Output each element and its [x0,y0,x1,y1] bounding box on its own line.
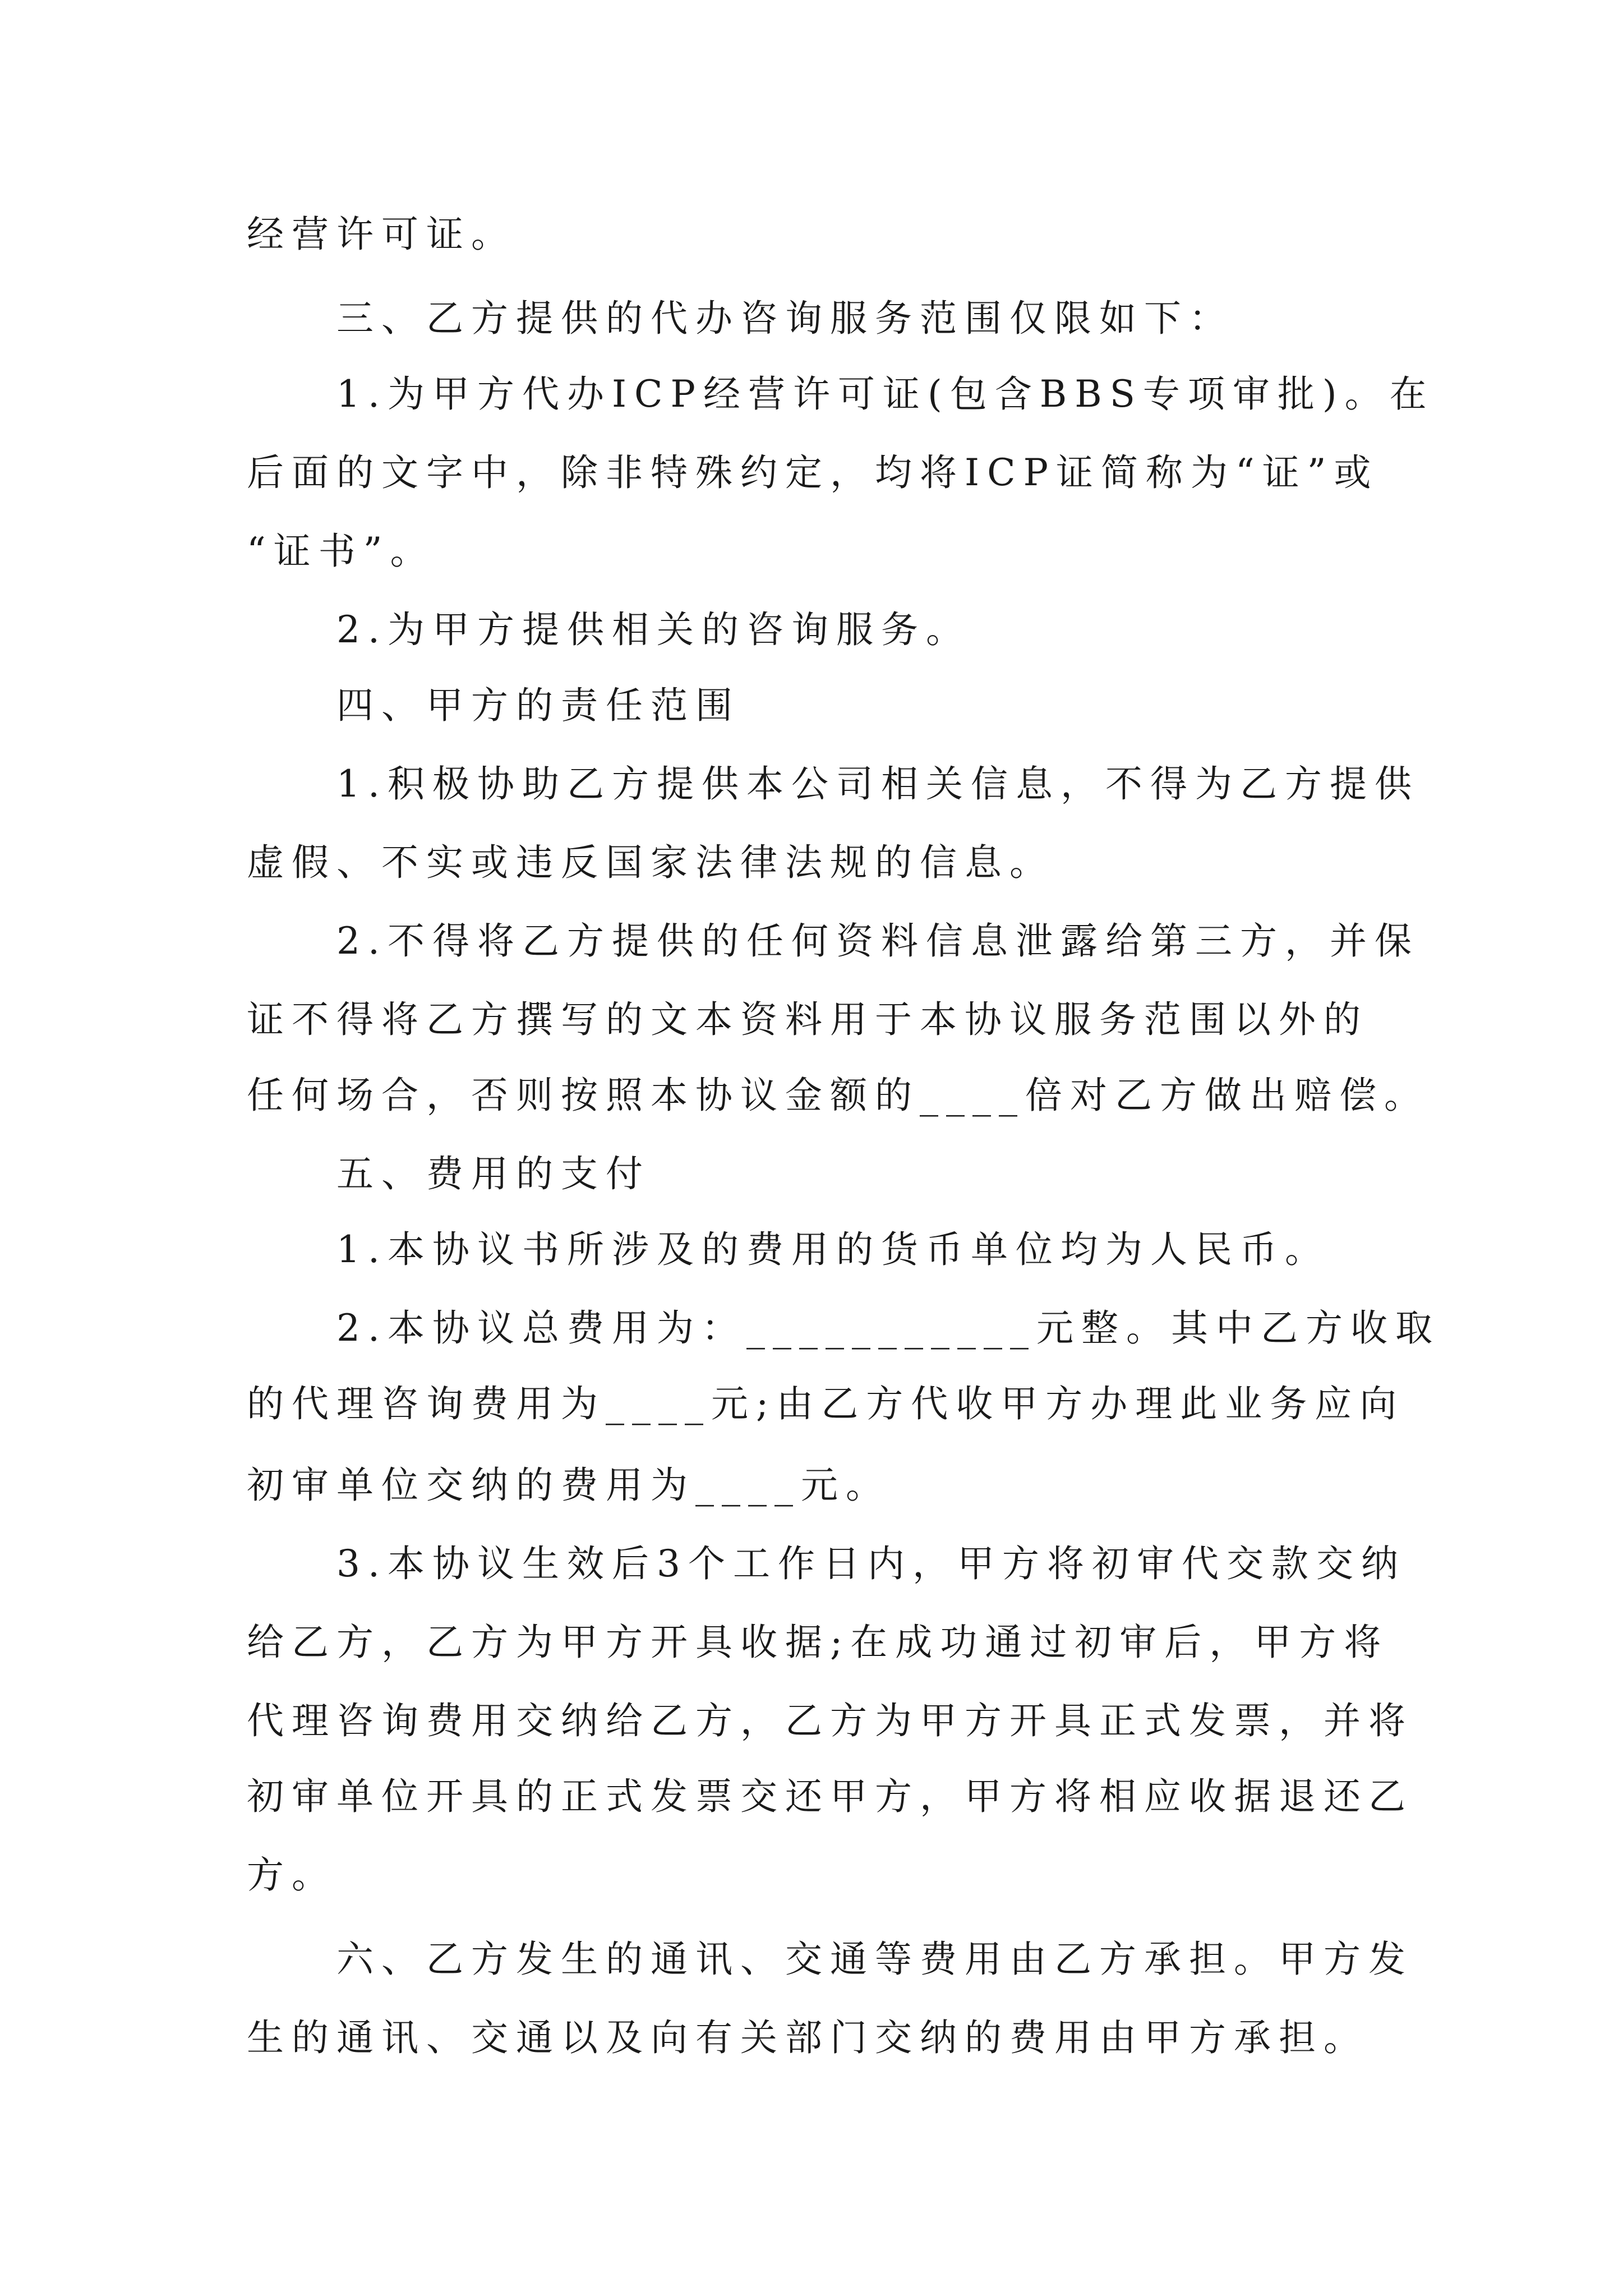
paragraph-line: 1.为甲方代办ICP经营许可证(包含BBS专项审批)。在 [336,372,1435,416]
paragraph-line: 任何场合，否则按照本协议金额的____倍对乙方做出赔偿。 [247,1074,1429,1117]
paragraph-line: 证不得将乙方撰写的文本资料用于本协议服务范围以外的 [247,998,1368,1041]
section-heading: 三、乙方提供的代办咨询服务范围仅限如下： [336,297,1234,340]
paragraph-line: 初审单位交纳的费用为____元。 [247,1464,891,1507]
paragraph-line: 后面的文字中，除非特殊约定，均将ICP证简称为“证”或 [247,451,1379,494]
paragraph-line: 初审单位开具的正式发票交还甲方，甲方将相应收据退还乙 [247,1775,1413,1818]
section-heading: 四、甲方的责任范围 [336,684,740,727]
paragraph-line: 给乙方，乙方为甲方开具收据;在成功通过初审后，甲方将 [247,1621,1389,1664]
paragraph-line: 生的通讯、交通以及向有关部门交纳的费用由甲方承担。 [247,2016,1368,2059]
paragraph-line: 2.本协议总费用为：___________元整。其中乙方收取 [336,1306,1440,1350]
section-heading: 六、乙方发生的通讯、交通等费用由乙方承担。甲方发 [336,1938,1413,1981]
paragraph-line: 虚假、不实或违反国家法律法规的信息。 [247,841,1054,884]
paragraph-line: 1.积极协助乙方提供本公司相关信息，不得为乙方提供 [336,762,1419,806]
paragraph-line: 3.本协议生效后3个工作日内，甲方将初审代交款交纳 [336,1542,1406,1585]
paragraph-line: 代理咨询费用交纳给乙方，乙方为甲方开具正式发票，并将 [247,1699,1413,1742]
paragraph-line: 经营许可证。 [247,213,516,256]
paragraph-line: 1.本协议书所涉及的费用的货币单位均为人民币。 [336,1228,1330,1271]
section-heading: 五、费用的支付 [336,1152,651,1195]
paragraph-line: 2.为甲方提供相关的咨询服务。 [336,608,971,651]
paragraph-line: 的代理咨询费用为____元;由乙方代收甲方办理此业务应向 [247,1382,1405,1425]
paragraph-line: 2.不得将乙方提供的任何资料信息泄露给第三方，并保 [336,919,1419,963]
paragraph-line: 方。 [247,1853,336,1897]
paragraph-line: “证书”。 [247,530,435,573]
